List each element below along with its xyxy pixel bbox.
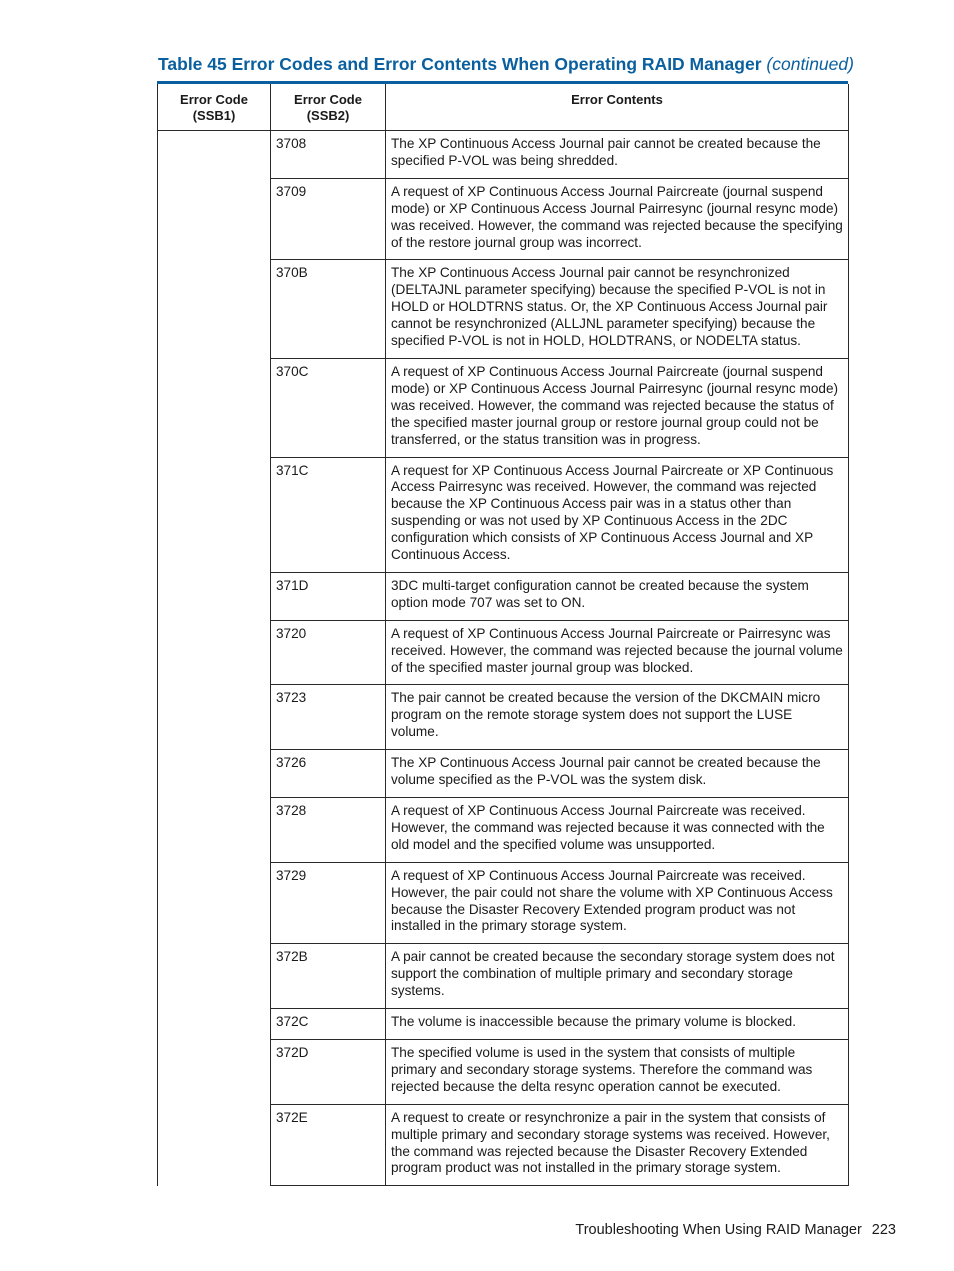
header-contents: Error Contents: [386, 84, 849, 131]
cell-error-contents: A pair cannot be created because the secondary storage system does not support the combination of multiple primary and secondary storage systems.: [386, 944, 849, 1009]
table-caption-continued: (continued): [766, 54, 854, 74]
cell-ssb2-code: 3729: [271, 862, 386, 944]
cell-ssb2-code: 370B: [271, 260, 386, 359]
table-row: [158, 131, 849, 179]
cell-ssb2-code: 3709: [271, 178, 386, 260]
cell-ssb2-code: 372E: [271, 1104, 386, 1186]
page-number: 223: [871, 1222, 896, 1238]
table-body: [158, 131, 849, 1186]
footer-section-title: Troubleshooting When Using RAID Manager: [575, 1222, 862, 1238]
cell-ssb2-code: 3708: [271, 131, 386, 179]
cell-error-contents: A request to create or resynchronize a pair in the system that consists of multiple primary and secondary storage systems was received. However, the command was rejected because the Disaster Recovery Extended program product was not installed in the primary storage system.: [386, 1104, 849, 1186]
cell-error-contents: A request of XP Continuous Access Journal Paircreate was received. However, the pair could not share the volume with XP Continuous Access because the Disaster Recovery Extended program product was not installed in the primary storage system.: [386, 862, 849, 944]
cell-error-contents: The XP Continuous Access Journal pair cannot be created because the volume specified as the P-VOL was the system disk.: [386, 750, 849, 798]
cell-ssb2-code: 371D: [271, 572, 386, 620]
cell-error-contents: A request of XP Continuous Access Journal Paircreate (journal suspend mode) or XP Continuous Access Journal Pairresync (journal resync mode) was received. However, the command was rejected because the status of the specified master journal group or restore journal group could not be transferred, or the status transition was in progress.: [386, 358, 849, 457]
cell-ssb2-code: 371C: [271, 457, 386, 572]
cell-ssb2-code: 3720: [271, 620, 386, 685]
table-caption: [158, 54, 854, 80]
table-caption-title: Table 45 Error Codes and Error Contents When Operating RAID Manager: [158, 54, 762, 74]
cell-ssb2-code: 3726: [271, 750, 386, 798]
cell-ssb2-code: 3728: [271, 798, 386, 863]
cell-ssb2-code: 370C: [271, 358, 386, 457]
error-code-table: [157, 84, 849, 1186]
cell-ssb2-code: 3723: [271, 685, 386, 750]
cell-error-contents: The specified volume is used in the system that consists of multiple primary and secondary storage systems. Therefore the command was rejected because the delta resync operation cannot be executed.: [386, 1039, 849, 1104]
cell-ssb2-code: 372B: [271, 944, 386, 1009]
cell-error-contents: A request of XP Continuous Access Journal Paircreate was received. However, the command was rejected because it was connected with the old model and the specified volume was unsupported.: [386, 798, 849, 863]
header-ssb1: Error Code (SSB1): [158, 84, 271, 131]
cell-error-contents: 3DC multi-target configuration cannot be created because the system option mode 707 was set to ON.: [386, 572, 849, 620]
cell-error-contents: The volume is inaccessible because the primary volume is blocked.: [386, 1009, 849, 1040]
cell-ssb2-code: 372D: [271, 1039, 386, 1104]
cell-error-contents: A request of XP Continuous Access Journal Paircreate or Pairresync was received. However, the command was rejected because the journal volume of the specified master journal group was blocked.: [386, 620, 849, 685]
cell-error-contents: A request for XP Continuous Access Journal Paircreate or XP Continuous Access Pairresync was received. However, the command was rejected because the XP Continuous Access pair was in a status other than suspending or was not used by XP Continuous Access in the 2DC configuration which consists of XP Continuous Access Journal and XP Continuous Access.: [386, 457, 849, 572]
header-ssb2: Error Code (SSB2): [271, 84, 386, 131]
cell-error-contents: A request of XP Continuous Access Journal Paircreate (journal suspend mode) or XP Continuous Access Journal Pairresync (journal resync mode) was received. However, the command was rejected because the specifying of the restore journal group was incorrect.: [386, 178, 849, 260]
cell-error-contents: The XP Continuous Access Journal pair cannot be resynchronized (DELTAJNL parameter specifying) because the specified P-VOL is not in HOLD or HOLDTRNS status. Or, the XP Continuous Access Journal pair cannot be resynchronized (ALLJNL parameter specifying) because the specified P-VOL is not in HOLD, HOLDTRANS, or NODELTA status.: [386, 260, 849, 359]
cell-error-contents: The pair cannot be created because the version of the DKCMAIN micro program on the remote storage system does not support the LUSE volume.: [386, 685, 849, 750]
page-footer: [575, 1222, 896, 1238]
cell-ssb1: [158, 131, 271, 1186]
cell-error-contents: The XP Continuous Access Journal pair cannot be created because the specified P-VOL was being shredded.: [386, 131, 849, 179]
cell-ssb2-code: 372C: [271, 1009, 386, 1040]
table-header-row: [158, 84, 849, 131]
